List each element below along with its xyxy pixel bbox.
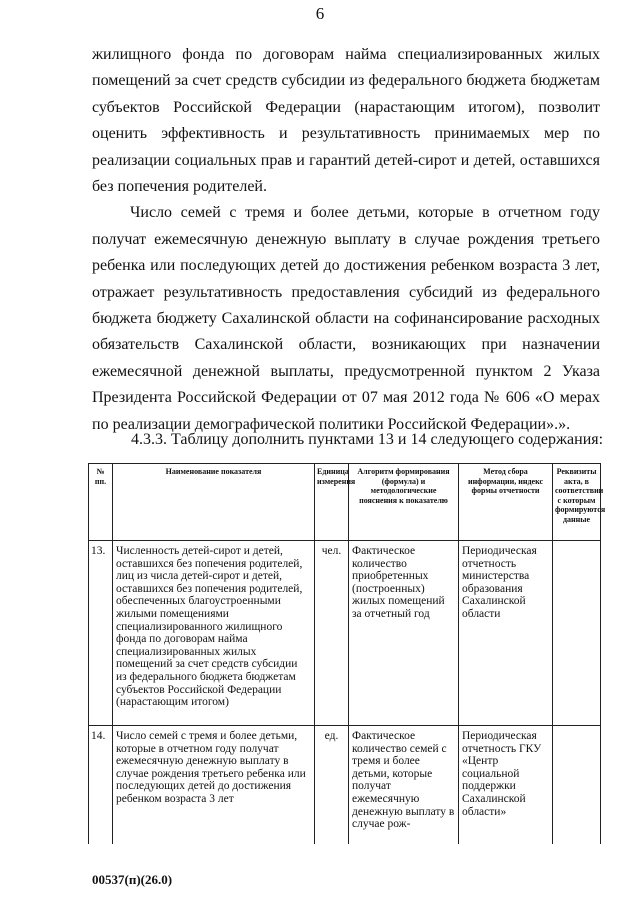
- column-header-algorithm: Алгоритм формирования (формула) и методологические пояснения к показателю: [349, 464, 459, 541]
- column-header-number: № пп.: [89, 464, 113, 541]
- column-header-name: Наименование показателя: [113, 464, 315, 541]
- indicator-name: Число семей с тремя и более детьми, которые в отчетном году получат ежемесячную денежную выплату в случае рождения третьего ребенка или последующих детей до достижения ребенком возраста 3 лет: [113, 726, 315, 845]
- row-number: 13.: [89, 541, 113, 726]
- table-row: [89, 541, 601, 726]
- document-code: 00537(п)(26.0): [92, 872, 173, 887]
- paragraph: Число семей с тремя и более детьми, которые в отчетном году получат ежемесячную денежную выплату в случае рождения третьего ребенка или последующих детей до достижения ребенком возраста 3 лет, отражает результативность предоставления субсидий из федерального бюджета бюджету Сахалинской области на софинансирование расходных обязательств Сахалинской области, возникающих при назначении ежемесячной денежной выплаты, предусмотренной пунктом 2 Указа Президента Российской Федерации от 07 мая 2012 года № 606 «О мерах по реализации демографической политики Российской Федерации».».: [92, 204, 600, 433]
- indicator-requisites: [553, 726, 601, 845]
- column-header-unit: Единица измерения: [315, 464, 349, 541]
- body-text: [92, 42, 600, 438]
- indicator-method: Периодическая отчетность министерства образования Сахалинской области: [459, 541, 553, 726]
- indicator-name: Численность детей-сирот и детей, оставшихся без попечения родителей, лиц из числа детей-сирот и детей, оставшихся без попечения родителей, обеспеченных благоустроенными жилыми помещениями специализированного жилищного фонда по договорам найма специализированных жилых помещений за счет средств субсидии из федерального бюджета бюджетам субъектов Российской Федерации (нарастающим итогом): [113, 541, 315, 726]
- indicator-algorithm: Фактическое количество семей с тремя и более детьми, которые получат ежемесячную денежную выплату в случае рож-: [349, 726, 459, 845]
- indicator-table: [88, 463, 606, 844]
- indicator-requisites: [553, 541, 601, 726]
- indicator-unit: чел.: [315, 541, 349, 726]
- column-header-requisites: Реквизиты акта, в соответствии с которым формируются данные: [553, 464, 601, 541]
- page-number: 6: [315, 4, 325, 23]
- row-number: 14.: [89, 726, 113, 845]
- indicator-unit: ед.: [315, 726, 349, 845]
- table-intro: 4.3.3. Таблицу дополнить пунктами 13 и 14 следующего содержания:: [131, 431, 604, 448]
- column-header-method: Метод сбора информации, индекс формы отчетности: [459, 464, 553, 541]
- indicator-algorithm: Фактическое количество приобретенных (построенных) жилых помещений за отчетный год: [349, 541, 459, 726]
- indicator-method: Периодическая отчетность ГКУ «Центр социальной поддержки Сахалинской области»: [459, 726, 553, 845]
- paragraph: жилищного фонда по договорам найма специализированных жилых помещений за счет средств субсидии из федерального бюджета бюджетам субъектов Российской Федерации (нарастающим итогом), позволит оценить эффективность и результативность принимаемых мер по реализации социальных прав и гарантий детей-сирот и детей, оставшихся без попечения родителей.: [92, 46, 600, 196]
- table-header-row: [89, 464, 601, 541]
- table-row: [89, 726, 601, 845]
